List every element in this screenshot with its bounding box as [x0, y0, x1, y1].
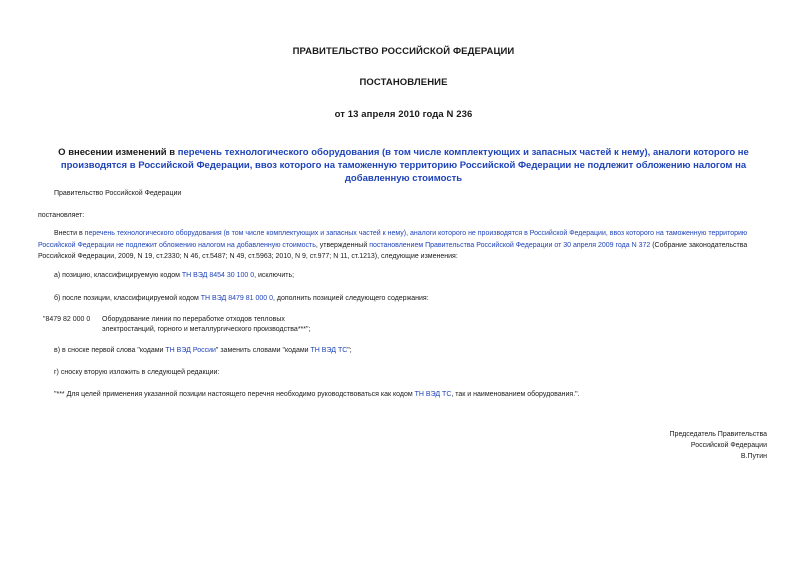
item-v-link-russia[interactable]: ТН ВЭД России [165, 347, 216, 354]
item-v-link-ts[interactable]: ТН ВЭД ТС [310, 347, 348, 354]
footnote-code-link[interactable]: ТН ВЭД ТС [414, 391, 452, 398]
intro-text: Правительство Российской Федерации [54, 190, 182, 197]
para1-prefix: Внести в [54, 230, 85, 237]
position-description-line1: Оборудование линии по переработке отходов тепловых [102, 316, 285, 323]
item-a [54, 270, 294, 282]
paragraph-main [38, 228, 774, 263]
item-b [54, 293, 429, 305]
document-subject [32, 146, 775, 185]
subject-prefix: О внесении изменений в [58, 147, 178, 158]
item-v-suffix: "; [347, 347, 352, 354]
para1-suffix: (Собрание законодательства Российской Федерации, 2009, N 19, ст.2330; N 46, ст.5487; N 49, ст.5963; 2010, N 9, ст.977; N 11, ст.1213), следующие изменения: [38, 241, 748, 260]
footnote-text [54, 389, 580, 401]
item-v-prefix: в) в сноске первой слова "кодами [54, 347, 166, 354]
footnote-prefix: "*** Для целей применения указанной позиции настоящего перечня необходимо руководствоваться как кодом [54, 391, 415, 398]
document-date-number: от 13 апреля 2010 года N 236 [334, 109, 473, 120]
item-a-code-link[interactable]: ТН ВЭД 8454 30 100 0 [181, 272, 255, 279]
signature-name: В.Путин [740, 453, 767, 460]
position-code: "8479 82 000 0 [43, 316, 91, 323]
item-b-code-link[interactable]: ТН ВЭД 8479 81 000 0 [200, 295, 273, 302]
item-v [54, 345, 352, 357]
item-a-prefix: а) позицию, классифицируемую кодом [54, 272, 182, 279]
position-description-line2: электростанций, горного и металлургического производства***"; [102, 326, 311, 333]
item-b-suffix: , дополнить позицией следующего содержания: [272, 295, 429, 302]
para1-middle: , утвержденный [315, 241, 370, 249]
signature-title-line1: Председатель Правительства [669, 431, 767, 438]
resolves-text: постановляет: [38, 212, 85, 219]
para1-list-link[interactable]: перечень технологического оборудования (в том числе комплектующих и запасных частей к нему), аналоги которого не производятся в Российской Федерации, ввоз которого на таможенную территорию Российской Федерации не подлежит обложению налогом на добавленную стоимость [38, 230, 748, 249]
footnote-suffix: , так и наименованием оборудования.". [451, 391, 580, 398]
item-v-middle: " заменить словами "кодами [215, 347, 311, 354]
signature-title-line2: Российской Федерации [690, 442, 767, 449]
item-a-suffix: , исключить; [254, 272, 295, 279]
item-b-prefix: б) после позиции, классифицируемой кодом [54, 295, 201, 302]
item-g: г) сноску вторую изложить в следующей редакции: [54, 369, 220, 376]
para1-resolution-link[interactable]: постановлением Правительства Российской Федерации от 30 апреля 2009 года N 372 [369, 241, 651, 249]
subject-link[interactable]: перечень технологического оборудования (в том числе комплектующих и запасных частей к нему), аналоги которого не производятся в Российской Федерации, ввоз которого на таможенную территорию Российской Федерации не подлежит обложению налогом на добавленную стоимость [60, 147, 749, 184]
issuing-authority: ПРАВИТЕЛЬСТВО РОССИЙСКОЙ ФЕДЕРАЦИИ [292, 46, 515, 57]
document-type: ПОСТАНОВЛЕНИЕ [359, 77, 448, 88]
